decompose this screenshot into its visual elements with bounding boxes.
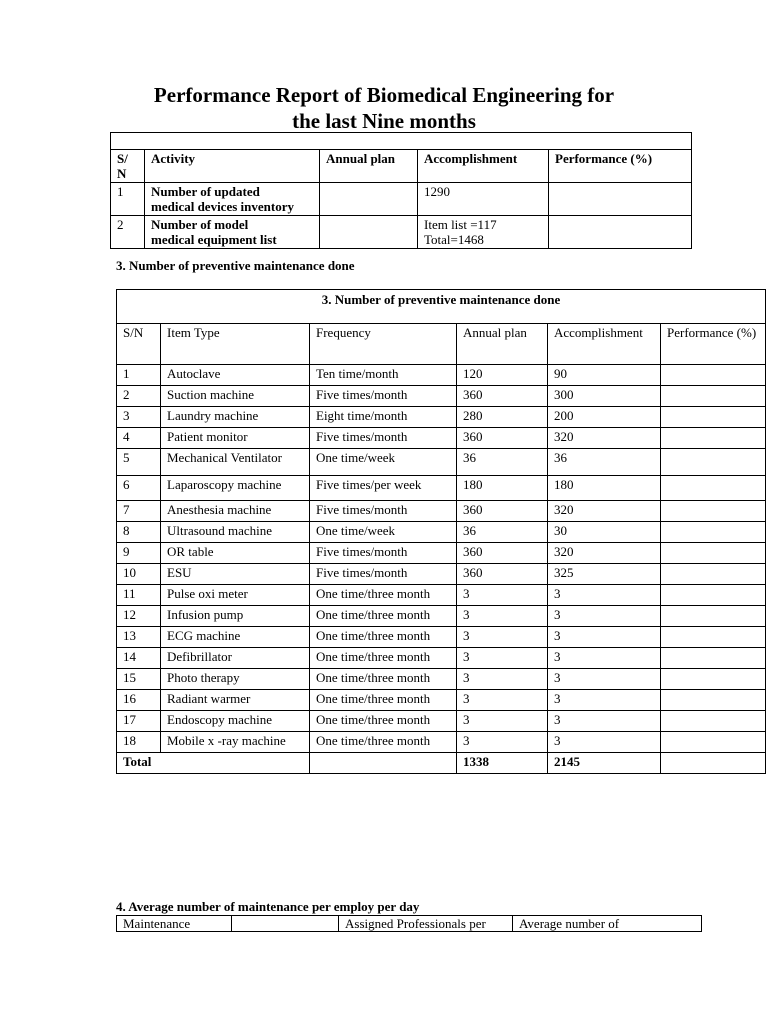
pm-table-header [117,324,766,365]
cell-sn: 2 [111,216,145,249]
cell-frequency: Five times/month [310,428,457,449]
pm-total-row [117,753,766,774]
header-item-type: Item Type [161,324,310,365]
cell-accomplishment: 320 [548,501,661,522]
header-blank [232,916,339,932]
report-title [100,82,668,134]
cell-sn: 13 [117,627,161,648]
cell-performance [661,564,766,585]
cell-frequency: One time/week [310,449,457,476]
cell-annual-plan: 360 [457,543,548,564]
cell-performance [661,648,766,669]
cell-accomplishment [418,216,549,249]
header-accomplishment: Accomplishment [548,324,661,365]
cell-item-type: Mechanical Ventilator [161,449,310,476]
cell-accomplishment: 325 [548,564,661,585]
cell-sn: 12 [117,606,161,627]
cell-item-type: ECG machine [161,627,310,648]
cell-performance [661,449,766,476]
cell-sn: 7 [117,501,161,522]
table-row [117,690,766,711]
cell-sn: 10 [117,564,161,585]
cell-performance [661,627,766,648]
table-row [117,648,766,669]
cell-item-type: OR table [161,543,310,564]
cell-annual-plan: 36 [457,449,548,476]
cell-annual-plan: 120 [457,365,548,386]
table-row [117,365,766,386]
cell-sn: 3 [117,407,161,428]
cell-plan [320,216,418,249]
cell-accomplishment: 3 [548,669,661,690]
cell-item-type: Mobile x -ray machine [161,732,310,753]
header-activity: Activity [145,150,320,183]
table-row [117,501,766,522]
cell-item-type: Radiant warmer [161,690,310,711]
total-frequency [310,753,457,774]
cell-accomplishment: 180 [548,476,661,501]
header-assigned-professionals: Assigned Professionals per [339,916,513,932]
cell-annual-plan: 3 [457,606,548,627]
cell-performance [661,476,766,501]
cell-performance [661,585,766,606]
table-row [117,585,766,606]
cell-performance [661,386,766,407]
header-average-number: Average number of [513,916,702,932]
table-row [117,711,766,732]
header-sn: S/N [117,324,161,365]
table-row [117,476,766,501]
cell-activity [145,183,320,216]
cell-sn: 6 [117,476,161,501]
header-accomplishment: Accomplishment [418,150,549,183]
cell-annual-plan: 3 [457,732,548,753]
cell-performance [661,522,766,543]
cell-item-type: Defibrillator [161,648,310,669]
table-row [117,543,766,564]
cell-sn: 1 [117,365,161,386]
report-title-line2: the last Nine months [292,109,476,133]
total-label: Total [117,753,310,774]
cell-item-type: Photo therapy [161,669,310,690]
cell-item-type: Autoclave [161,365,310,386]
mpe-table-header [117,916,702,932]
cell-frequency: One time/week [310,522,457,543]
cell-item-type: Laundry machine [161,407,310,428]
cell-annual-plan: 3 [457,585,548,606]
cell-accomplishment: 3 [548,711,661,732]
cell-sn: 5 [117,449,161,476]
header-annual-plan: Annual plan [457,324,548,365]
cell-accomplishment: 3 [548,690,661,711]
inventory-table-top-row [111,133,692,150]
inventory-table [110,132,692,249]
cell-sn: 9 [117,543,161,564]
table-row [117,732,766,753]
cell-performance [661,543,766,564]
cell-accomplishment: 3 [548,606,661,627]
cell-frequency: Five times/month [310,386,457,407]
cell-frequency: One time/three month [310,585,457,606]
activity-line: Number of updated [151,184,260,199]
total-plan: 1338 [457,753,548,774]
header-performance: Performance (%) [549,150,692,183]
cell-annual-plan: 3 [457,690,548,711]
cell-frequency: One time/three month [310,690,457,711]
cell-performance [661,711,766,732]
cell-plan [320,183,418,216]
cell-item-type: Infusion pump [161,606,310,627]
cell-annual-plan: 280 [457,407,548,428]
accomplishment-line: Item list =117 [424,217,497,232]
table-row [111,216,692,249]
cell-sn: 11 [117,585,161,606]
cell-accomplishment: 320 [548,428,661,449]
cell-accomplishment [418,183,549,216]
cell-item-type: ESU [161,564,310,585]
cell-annual-plan: 180 [457,476,548,501]
cell-performance [661,690,766,711]
header-performance: Performance (%) [661,324,766,365]
cell-frequency: Five times/month [310,501,457,522]
cell-item-type: Suction machine [161,386,310,407]
cell-frequency: Five times/month [310,564,457,585]
accomplishment-line: Total=1468 [424,232,484,247]
cell-performance [549,216,692,249]
cell-frequency: One time/three month [310,606,457,627]
table-row [117,386,766,407]
cell-item-type: Pulse oxi meter [161,585,310,606]
cell-frequency: One time/three month [310,648,457,669]
cell-item-type: Laparoscopy machine [161,476,310,501]
section3-heading: 3. Number of preventive maintenance done [116,258,355,273]
cell-activity [145,216,320,249]
cell-accomplishment: 30 [548,522,661,543]
cell-accomplishment: 90 [548,365,661,386]
cell-accomplishment: 200 [548,407,661,428]
cell-accomplishment: 3 [548,732,661,753]
cell-item-type: Anesthesia machine [161,501,310,522]
cell-accomplishment: 3 [548,585,661,606]
cell-item-type: Endoscopy machine [161,711,310,732]
table-row [117,627,766,648]
cell-performance [661,501,766,522]
cell-annual-plan: 360 [457,428,548,449]
table-row [117,606,766,627]
header-annual-plan: Annual plan [320,150,418,183]
cell-frequency: Five times/per week [310,476,457,501]
header-maintenance: Maintenance [117,916,232,932]
table-row [117,407,766,428]
cell-annual-plan: 3 [457,627,548,648]
cell-performance [661,365,766,386]
cell-annual-plan: 360 [457,564,548,585]
cell-frequency: One time/three month [310,669,457,690]
cell-performance [661,669,766,690]
cell-sn: 16 [117,690,161,711]
cell-sn: 14 [117,648,161,669]
table-row [117,522,766,543]
cell-accomplishment: 36 [548,449,661,476]
cell-frequency: Five times/month [310,543,457,564]
total-accomplishment: 2145 [548,753,661,774]
cell-item-type: Patient monitor [161,428,310,449]
header-sn: S/ N [111,150,145,183]
cell-annual-plan: 36 [457,522,548,543]
total-performance [661,753,766,774]
cell-accomplishment: 300 [548,386,661,407]
cell-item-type: Ultrasound machine [161,522,310,543]
preventive-maintenance-table [116,289,766,774]
maintenance-per-employee-table [116,915,702,932]
cell-sn: 17 [117,711,161,732]
cell-annual-plan: 360 [457,386,548,407]
section4-heading: 4. Average number of maintenance per employ per day [116,899,420,914]
cell-accomplishment: 320 [548,543,661,564]
cell-sn: 15 [117,669,161,690]
cell-annual-plan: 360 [457,501,548,522]
pm-table-body [117,365,766,753]
cell-annual-plan: 3 [457,711,548,732]
cell-sn: 4 [117,428,161,449]
cell-frequency: One time/three month [310,732,457,753]
activity-line: Number of model [151,217,249,232]
activity-line: medical equipment list [151,232,277,247]
cell-sn: 18 [117,732,161,753]
header-frequency: Frequency [310,324,457,365]
cell-performance [549,183,692,216]
pm-table-caption-row [117,290,766,324]
cell-annual-plan: 3 [457,648,548,669]
cell-sn: 2 [117,386,161,407]
activity-line: medical devices inventory [151,199,294,214]
table-row [117,564,766,585]
cell-sn: 8 [117,522,161,543]
cell-frequency: Ten time/month [310,365,457,386]
cell-performance [661,732,766,753]
cell-annual-plan: 3 [457,669,548,690]
cell-accomplishment: 3 [548,648,661,669]
cell-frequency: One time/three month [310,711,457,732]
accomplishment-line: 1290 [424,184,450,199]
cell-frequency: Eight time/month [310,407,457,428]
table-row [117,428,766,449]
table-row [117,669,766,690]
pm-table-caption: 3. Number of preventive maintenance done [117,290,766,324]
cell-sn: 1 [111,183,145,216]
inventory-table-header [111,150,692,183]
cell-performance [661,428,766,449]
cell-accomplishment: 3 [548,627,661,648]
cell-performance [661,407,766,428]
cell-frequency: One time/three month [310,627,457,648]
cell-performance [661,606,766,627]
table-row [111,183,692,216]
table-row [117,449,766,476]
report-title-line1: Performance Report of Biomedical Engineering for [153,83,615,107]
